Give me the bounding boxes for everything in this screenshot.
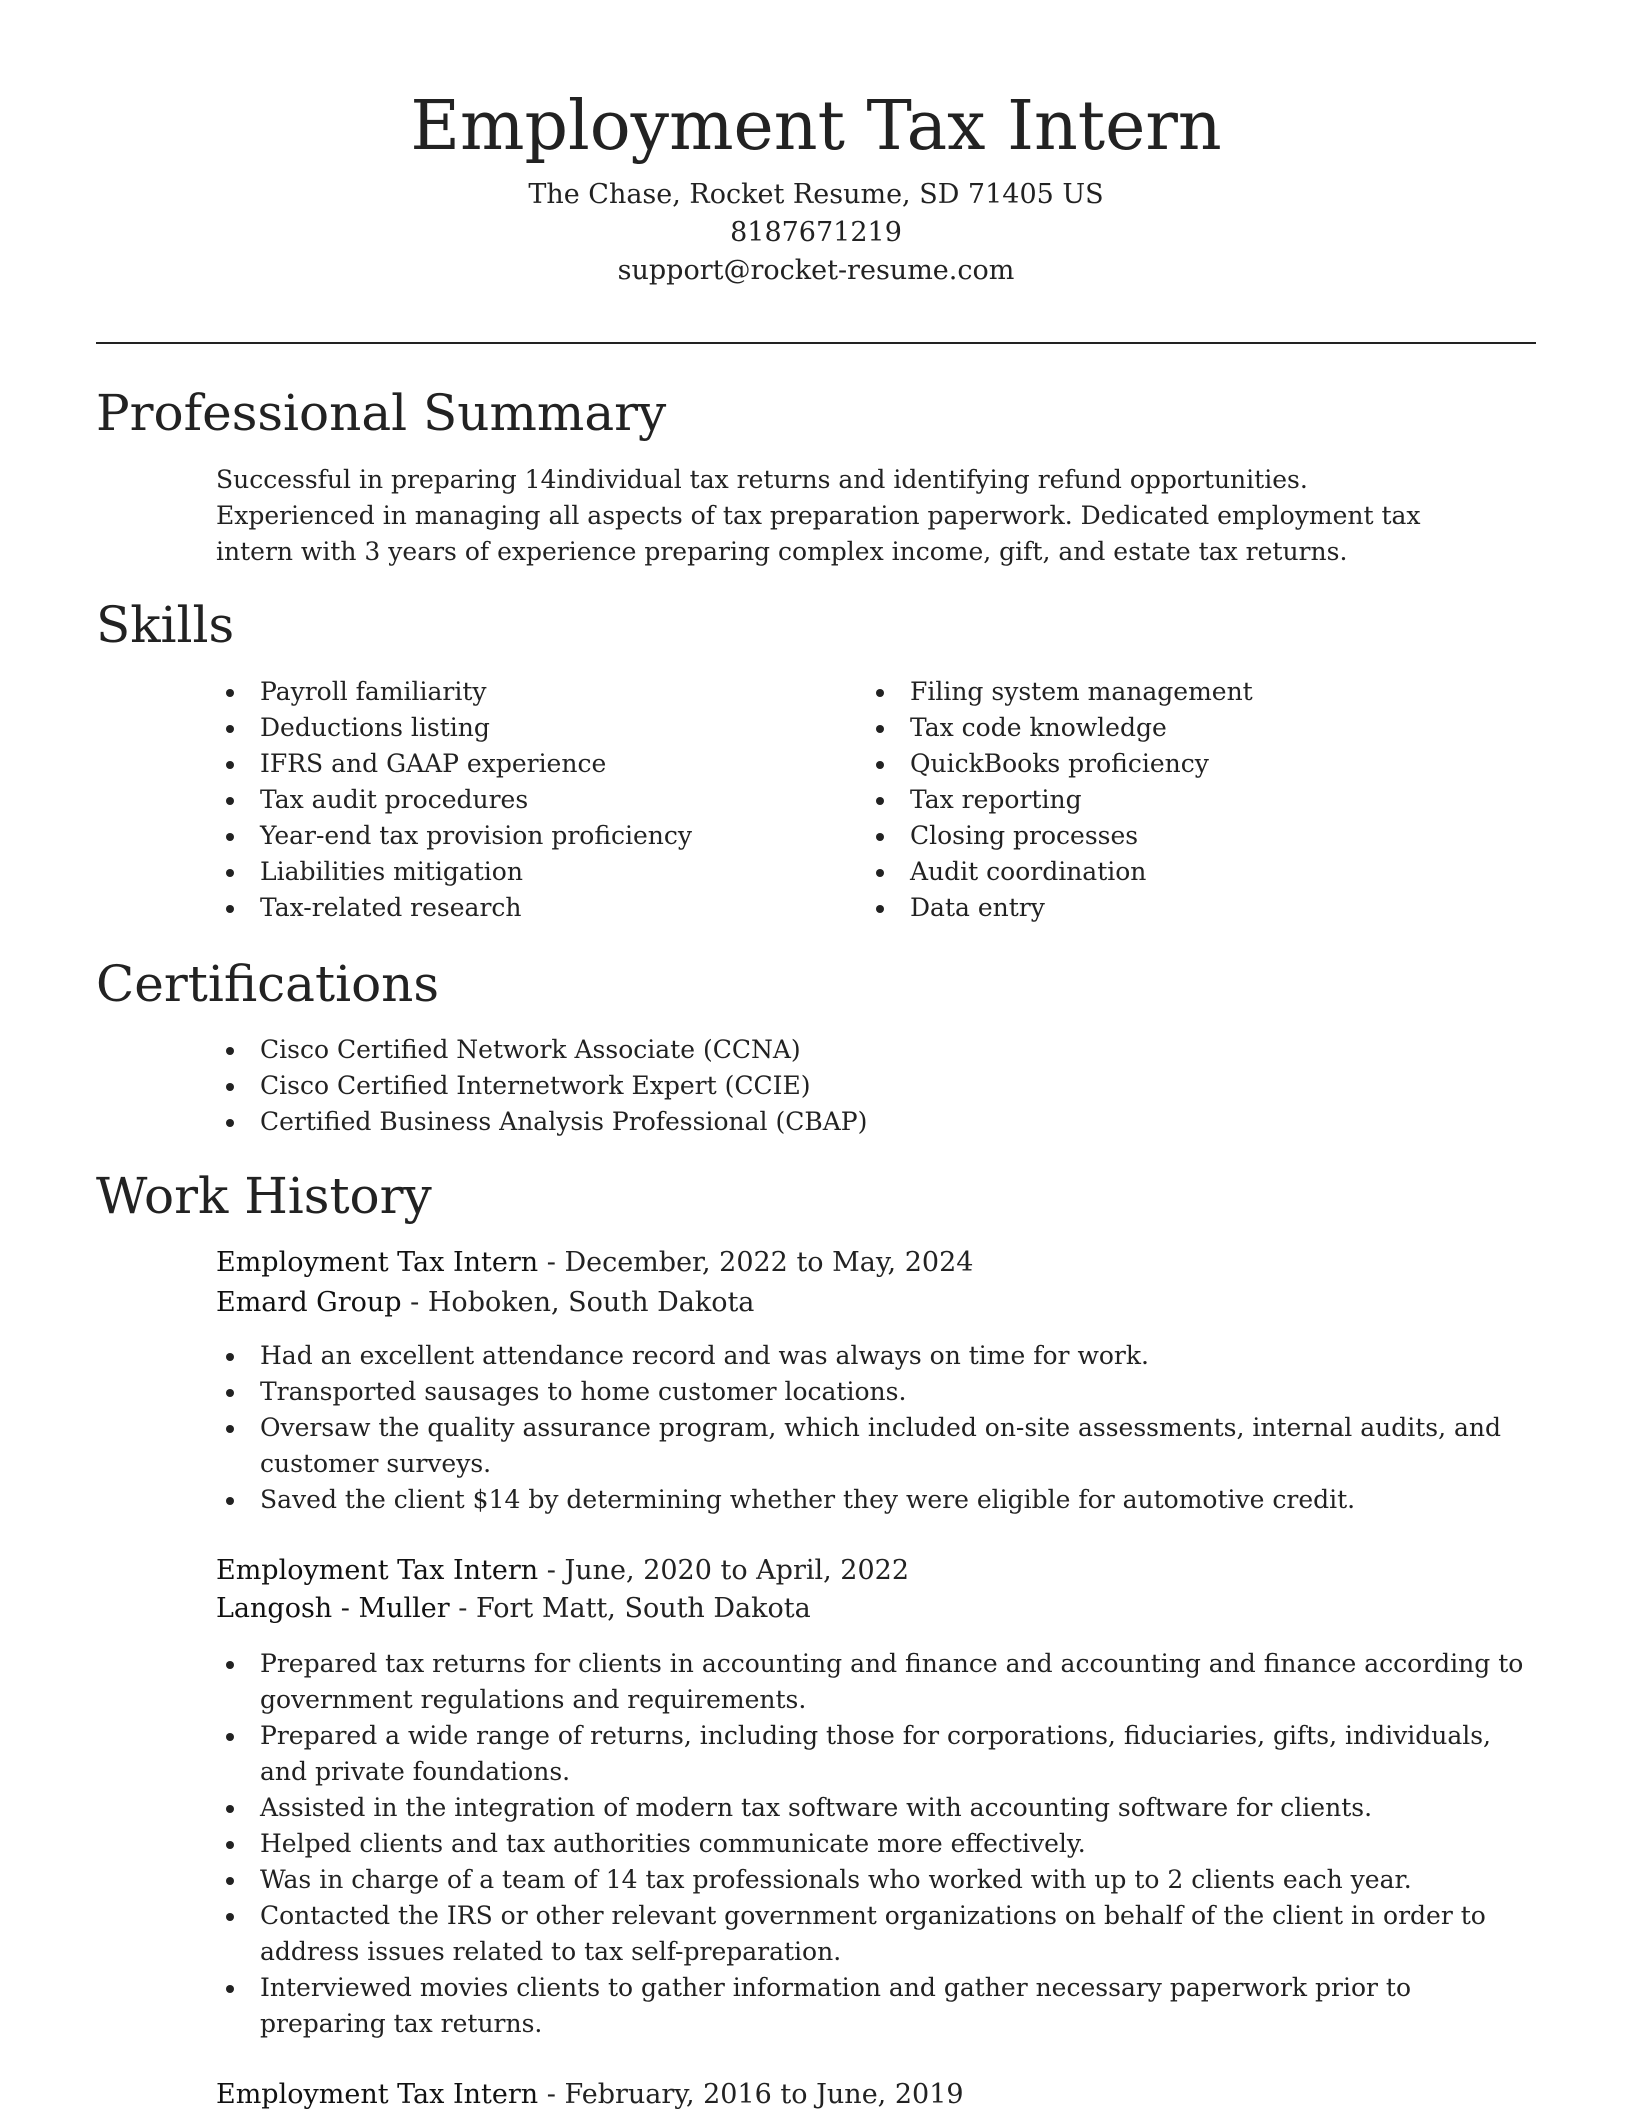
summary-text: Successful in preparing 14individual tax returns and identifying refund opportunities. Experienced in managing all aspects of tax preparation paperwork. Dedicated employment tax intern with 3 years of experience preparing complex income, gift, and estate tax returns. [216,465,1421,566]
job-bullet: Prepared a wide range of returns, including those for corporations, fiduciaries, gifts, individuals, and private foundations. [216,1718,1536,1790]
job-location: Hoboken, South Dakota [427,1287,755,1318]
job-company: Emard Group [216,1287,402,1318]
job-dates: June, 2020 to April, 2022 [564,1555,910,1586]
contact-address: The Chase, Rocket Resume, SD 71405 US [528,179,1104,210]
contact-email: support@rocket-resume.com [617,255,1015,286]
skill-item: IFRS and GAAP experience [216,746,816,782]
skill-item: Filing system management [866,674,1466,710]
skill-item: Tax reporting [866,782,1466,818]
skill-item: Deductions listing [216,710,816,746]
job-bullet: Oversaw the quality assurance program, which included on-site assessments, internal audits, and customer surveys. [216,1410,1536,1482]
job-company-line: Langosh - Muller - Fort Matt, South Dakota [216,1593,811,1624]
job-title-line: Employment Tax Intern - December, 2022 to May, 2024 [216,1247,974,1278]
job-location: Fort Matt, South Dakota [475,1593,811,1624]
job-company: Langosh - Muller [216,1593,450,1624]
summary-heading: Professional Summary [96,384,667,442]
job-bullet: Transported sausages to home customer locations. [216,1374,1536,1410]
skill-item: Tax audit procedures [216,782,816,818]
skill-item: Payroll familiarity [216,674,816,710]
skill-item: QuickBooks proficiency [866,746,1466,782]
job-bullet: Was in charge of a team of 14 tax professionals who worked with up to 2 clients each year. [216,1862,1536,1898]
job-bullet: Assisted in the integration of modern tax software with accounting software for clients. [216,1790,1536,1826]
job-bullet: Had an excellent attendance record and was always on time for work. [216,1338,1536,1374]
job-bullet: Saved the client $14 by determining whether they were eligible for automotive credit. [216,1482,1536,1518]
header-divider [96,342,1536,344]
skill-item: Liabilities mitigation [216,854,816,890]
skill-item: Audit coordination [866,854,1466,890]
contact-phone: 8187671219 [730,217,902,248]
job-title: Employment Tax Intern [216,1247,539,1278]
job-title: Employment Tax Intern [216,2079,539,2110]
job-bullets [216,1646,1536,2042]
certifications-list [216,1032,1536,1140]
job-bullet: Contacted the IRS or other relevant government organizations on behalf of the client in order to address issues related to tax self-preparation. [216,1898,1536,1970]
job-bullet: Interviewed movies clients to gather information and gather necessary paperwork prior to preparing tax returns. [216,1970,1536,2042]
skills-list-right [866,674,1466,926]
skill-item: Closing processes [866,818,1466,854]
certification-item: Cisco Certified Network Associate (CCNA) [216,1032,1536,1068]
resume-header [0,84,1632,290]
job-dates: December, 2022 to May, 2024 [564,1247,974,1278]
skills-heading: Skills [96,596,235,654]
job-bullet: Helped clients and tax authorities communicate more effectively. [216,1826,1536,1862]
certification-item: Certified Business Analysis Professional (CBAP) [216,1104,1536,1140]
skill-item: Year-end tax provision proficiency [216,818,816,854]
job-bullets [216,1338,1536,1518]
skills-list-left [216,674,816,926]
candidate-name: Employment Tax Intern [410,87,1222,166]
skill-item: Data entry [866,890,1466,926]
skill-item: Tax code knowledge [866,710,1466,746]
job-bullet: Prepared tax returns for clients in accounting and finance and accounting and finance according to government regulations and requirements. [216,1646,1536,1718]
job-title: Employment Tax Intern [216,1555,539,1586]
skill-item: Tax-related research [216,890,816,926]
certification-item: Cisco Certified Internetwork Expert (CCIE) [216,1068,1536,1104]
job-dates: February, 2016 to June, 2019 [564,2079,964,2110]
job-company-line: Emard Group - Hoboken, South Dakota [216,1287,755,1318]
job-title-line: Employment Tax Intern - June, 2020 to April, 2022 [216,1555,910,1586]
work-history-heading: Work History [96,1167,432,1225]
contact-block [0,176,1632,290]
job-title-line: Employment Tax Intern - February, 2016 to June, 2019 [216,2079,964,2110]
certifications-heading: Certifications [96,955,440,1013]
